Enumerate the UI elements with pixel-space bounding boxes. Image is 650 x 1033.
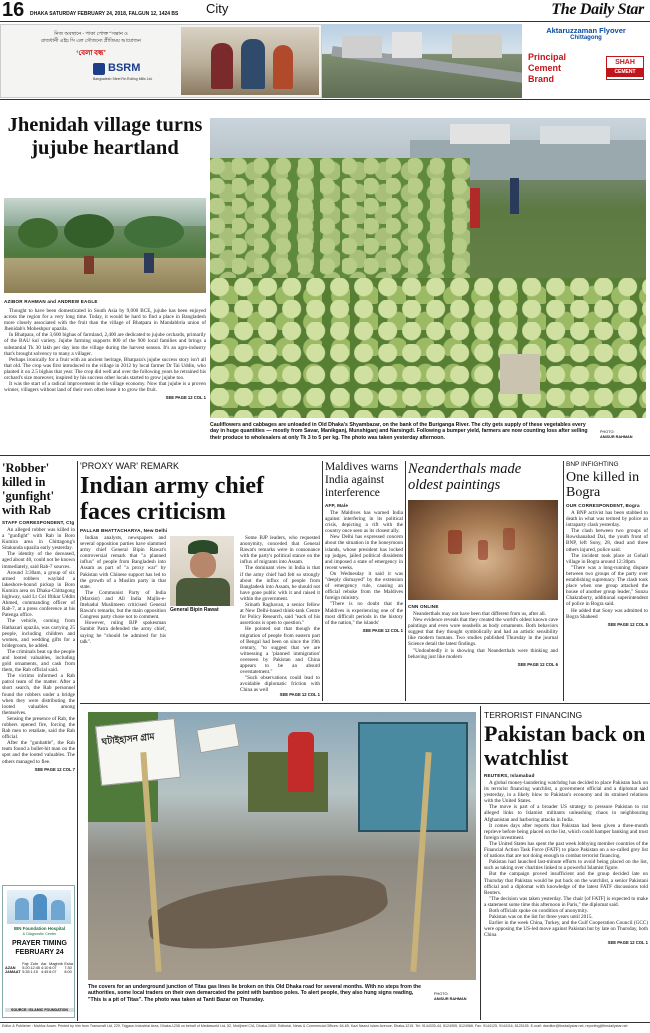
prayer-header: Zohr (30, 962, 39, 966)
prayer-cell: 7:30 (64, 966, 72, 970)
maldives-byline: AFP, Male (325, 503, 349, 508)
neanderthal-body (408, 611, 558, 660)
bogra-byline: OUR CORRESPONDENT, Bogra (566, 503, 640, 508)
prayer-header: Asr (40, 962, 47, 966)
jujube-para: Perhaps ironically for a fruit with an ancient heritage, Bhatpara's jujube success story isn't all that old. The crop was first introduced to the village in 2012 by local farmer Dr Tai Uddin, who planted it on 2.5 bighas that year. The crop did well and over the following years he retrained his orchard's size moreover, inspired by his success other locals started to grow jujube too. (4, 356, 206, 382)
prayer-cell: 12:45 (30, 966, 40, 970)
neanderthal-para: Neanderthals may not have been that different from us, after all. (413, 611, 546, 617)
jujube-body (4, 308, 206, 393)
cauliflower-caption: Cauliflowers and cabbages are unloaded in Old Dhaka's Shyambazar, on the bank of the Buriganga River. The city gets supply of these vegetables every day in huge quantities — mostly from Savar, Manikganj, Munshiganj and Narsingdi. Following a bumper yield, farmers are now counting loss after selling their produce to wholesalers at only Tk 3 to 5 per kg. The photo was taken yesterday afternoon. (210, 422, 588, 441)
pakistan-para: Earlier in the week China, Turkey, and the Gulf Cooperation Council (GCC) were opposing the US-led move against Pakistan but by late on Thursday, both China (484, 920, 648, 939)
rab-jump[interactable]: SEE PAGE 12 COL 7 (34, 766, 75, 772)
section-name: City (206, 1, 229, 16)
pakistan-byline: REUTERS, Islamabad (484, 773, 535, 778)
pakistan-para: But the campaign proved insufficient and the group decided late on Thursday that Pakistan would be put back on the watchlist, a senior Pakistani official and a diplomat with knowledge of the latest FATF discussions told Reuters. (484, 871, 648, 896)
army-body-col2 (240, 535, 320, 694)
neanderthal-jump[interactable]: SEE PAGE 12 COL 6 (517, 661, 558, 667)
army-para: Some BJP leaders, who requested anonymity, conceded that General Rawat's remarks were in consonance with the party's political stance on the influx of migrants into Assam. (240, 535, 320, 566)
army-headline: Indian army chief faces criticism (80, 473, 265, 525)
titas-credit (434, 992, 478, 1001)
shah-cement-ad[interactable] (522, 24, 650, 98)
jujube-para: Thought to have been domesticated in South Asia by 9,000 BCE, jujube has been enjoyed across the region for a very long time. Today, it would be hard to find a place in Bangladesh more closely associated with the fruit than the village of Bhatpara in Mandabbria union of Jhenidah's Moheshpur upazila. (4, 308, 206, 333)
bogra-kicker: BNP INFIGHTING (566, 461, 619, 468)
dateline: DHAKA SATURDAY FEBRUARY 24, 2018, FALGUN 12, 1424 BS (30, 11, 179, 17)
shah-title: Aktaruzzaman Flyover (546, 26, 626, 35)
army-photo-caption: General Bipin Rawat (170, 607, 219, 613)
jujube-photo (4, 198, 206, 293)
army-para: He pointed out that though the migration of people from eastern part of Bengal had been on since the 19th century, "to suggest that we are witnessing a 'planned immigration' overseen by Pakistan and China appears to be an absurd overstatement." (240, 626, 320, 676)
bsrm-ad-photo (181, 27, 319, 95)
pakistan-headline: Pakistan back on watchlist (484, 721, 646, 770)
pakistan-para: Pakistan was on the list for three years until 2015. (489, 914, 593, 921)
prayer-timing-box (2, 885, 75, 1018)
bogra-jump[interactable]: SEE PAGE 12 COL 5 (607, 621, 648, 627)
army-jump[interactable]: SEE PAGE 12 COL 1 (279, 692, 320, 697)
bogra-para: The incident took place at Gohail village in Bogra around 12:30pm. (566, 552, 648, 565)
shah-line2: Cement (528, 63, 562, 73)
army-para: However, ruling BJP spokesman Sambit Patra defended the army chief, saying he "should be admired for his talk". (80, 620, 166, 645)
pakistan-para: Both officials spoke on condition of anonymity. (489, 907, 589, 914)
pakistan-para: Pakistan had launched last-minute efforts to avoid being placed on the list, such as taking over charities linked to a powerful Islamist figure. (484, 859, 648, 872)
hospital-sub: & Diagnostic Center (22, 932, 57, 936)
bsrm-tagline-3: ‘বেলা বন্ধ’ (76, 49, 106, 57)
credit-label: PHOTO: (600, 430, 615, 434)
rab-para: The victims informed a Rab patrol team of the matter. After a short search, the Rab personnel found the robbers under a bridge when they were distributing the looted valuables among themselves. (2, 673, 75, 716)
bogra-para: "There was a long-running dispute between two groups of the party over establishing supremacy. The clash took place when one group attacked the house of another group leader," Sunzu Chakraborty, additional superintendent of police in Bogra said. (566, 564, 648, 608)
prayer-header: Fajr (22, 962, 29, 966)
army-para: The dominant view in India is that if the army chief had felt so strongly about the influx of people from Bangladesh into Assam, he should not have gone public with it and raised it within the government. (240, 565, 320, 602)
bogra-para: He added that Sony was admitted to Bogra Shaheed (566, 607, 648, 620)
pakistan-para: The move is part of a broader US strategy to pressure Pakistan to cut alleged links to Islamist militants unleashing chaos in neighbouring Afghanistan and harboring attacks in India. (484, 804, 648, 823)
prayer-cell: JAMAAT (5, 970, 21, 974)
pakistan-body (484, 780, 648, 938)
bsrm-logo-icon (93, 63, 105, 75)
prayer-table (5, 962, 74, 974)
hospital-ad-graphic (7, 890, 71, 924)
prayer-cell: 1:15 (30, 970, 38, 974)
titas-pit-photo (88, 712, 476, 980)
rab-para: The vehicle, coming from Hathazari upazila, was carrying 25 people, including children and women, and wedding gifts for a bridegroom, he added. (2, 618, 75, 649)
maldives-para: On Wednesday it said it was "deeply dismayed" by the extension of emergency rule, causing an official rebuke from the Maldives foreign ministry. (325, 570, 403, 602)
shah-line1: Principal (528, 52, 567, 62)
prayer-date: FEBRUARY 24 (15, 949, 64, 956)
bogra-para: The clash between two groups of Rowshanabad Dal, the youth front of BNP, left Sony, 28, dead and three others injured, police said. (566, 528, 648, 553)
army-para: The Communist Party of India (Marxist) and All India Majlis-e-Ittehadul Muslimeen criticised General Rawat's remarks, but the main opposition Congress party chose not to comment. (80, 589, 166, 621)
titas-sign (95, 718, 181, 786)
neanderthal-headline: Neanderthals made oldest paintings (408, 461, 522, 493)
prayer-cell: 4:10 (40, 966, 49, 970)
cauliflower-photo (210, 118, 646, 418)
shah-logo-top: SHAH (615, 59, 635, 66)
prayer-cell: 8:00 (64, 970, 72, 974)
credit-name: ANISUR RAHMAN (600, 434, 633, 439)
rab-para: The identity of the deceased, aged about 40, could not be known immediately, said Rab-7 sources. (2, 551, 75, 570)
shah-subtitle: Chittagong (570, 35, 602, 41)
prayer-cell: 4:45 (40, 970, 49, 974)
bsrm-tagline-2: রাজধানী এইচ সি এল সৌজন্যে প্রীতিময় আয়োজন (41, 39, 141, 44)
rab-para: An alleged robber was killed in a "gunfight" with Rab in Boro Kumira area in Chittagong's Sitakunda upazila early yesterday. (2, 527, 75, 552)
bogra-body (566, 510, 648, 620)
pakistan-para: "The decision was taken yesterday. The chair [of FATF] is expected to make a statement some time this afternoon in Paris," the diplomat said. (484, 895, 648, 908)
cave-painting-photo (408, 500, 558, 600)
rab-para: Around 3:30am, a group of six armed robbers waylaid a lakeshore-bound pickup in Boro Kumira area on Dhaka-Chittagong highway, said Lt Col Iftikar Uddin Ahmed, commanding officer of Rab-7, at a press conference at his Patenga office. (2, 569, 75, 619)
pakistan-para: It comes days after reports that Pakistan had been given a three-month reprieve before being placed on the list, which could hamper banking and trust foreign investment. (484, 822, 648, 841)
pakistan-jump[interactable]: SEE PAGE 12 COL 1 (607, 940, 648, 946)
rab-para: Sensing the presence of Rab, the robbers opened fire, forcing the Rab men to retaliate, said the Rab official. (2, 715, 75, 741)
footer-imprint: Editor & Publisher : Mahfuz Anam. Printed by him from Transcraft Ltd, 229, Tejgaon Industrial Area, Dhaka-1208 on behalf of Mediaworld Ltd, 52, Motijheel C/A, Dhaka-1000. Editorial, News & Commercial Offices: 64-65, Kazi Nazrul Islam Avenue, Dhaka-1215. Tel: 9144330-44, 8124955, 8124966. Fax: 9144125, 9144116, 8125155. E-mail: dseditor@thedailystar.net, reporting@thedailystar.net (2, 1024, 628, 1028)
maldives-para: "There is no doubt that the Maldives is experiencing one of the most difficult periods in the history of the nation," the islands' (325, 601, 403, 626)
titas-sign-text: ঘটাইহাসন গ্রাম (101, 731, 155, 747)
rab-para: After the "gunbattle", the Rab team found a bullet-hit man on the spot and the looted valuables. The others managed to flee. (2, 740, 75, 765)
bsrm-ad[interactable] (0, 24, 322, 98)
army-byline: PALLAB BHATTACHARYA, New Delhi (80, 528, 168, 533)
maldives-para: The Maldives has warned India against interfering in its political crisis, depicting a rift with the country once seen as its closest ally. (325, 510, 403, 535)
prayer-title: PRAYER TIMING (12, 940, 67, 947)
army-kicker: 'PROXY WAR' REMARK (80, 461, 179, 471)
page-number: 16 (2, 0, 25, 21)
jujube-para: It was the start of a radical improvement in the village economy. Now that jujube is a proven winner, villagers without land of their own often lease it to grow the fruit. (4, 381, 206, 394)
rab-body (2, 527, 75, 765)
prayer-cell: 5:35 (22, 970, 30, 974)
paper-logo: The Daily Star (551, 1, 644, 18)
bogra-headline: One killed in Bogra (566, 470, 640, 500)
neanderthal-byline: CNN ONLINE (408, 604, 439, 609)
neanderthal-para: "Undoubtedly it is showing that Neanderthals were thinking and behaving just like modern (408, 647, 558, 660)
army-body-col1 (80, 535, 166, 695)
prayer-cell: 6:07 (49, 970, 57, 974)
jujube-para: In Bhatpara, of the 3,600 bighas of farmland, 2,400 are dedicated to jujube orchards, primarily of the BAU kul variety. Jujube farming supports 800 of the 900 local families and brings a substantial Tk 30 lakh per day into the village during the harvest season. It's an agro-industry that's brought solvency to many a villager. (4, 332, 206, 357)
rab-headline: 'Robber' killed in 'gunfight' with Rab (2, 461, 55, 517)
shah-logo (606, 56, 644, 80)
jujube-headline: Jhenidah village turns jujube heartland (7, 114, 203, 159)
titas-caption: The covers for an underground junction of Titas gas lines lie broken on this Old Dhaka road for several months. With no steps from the authorities, some local traders on their own demarcated the point with bamboo poles. To alert people, they also hung signs reading, "This is a pit of Titas". The photo was taken at Tanti Bazar on Thursday. (88, 984, 422, 1003)
prayer-header: Esha (64, 962, 74, 966)
cauliflower-credit (600, 430, 646, 439)
army-para: "Such observations could lead to avoidable diplomatic friction with China as well (240, 675, 320, 694)
maldives-headline: Maldives warns India against interference (325, 461, 399, 499)
pakistan-para: A global money-laundering watchdog has decided to place Pakistan back on its terrorist financing watchlist, a government official and a diplomat said yesterday, in a likely blow to Pakistan's economy and its strained relations with the United States. (484, 780, 648, 805)
rab-para: The criminals beat up the people and looted valuables, including gold ornaments, and cash from them, the Rab official said. (2, 648, 75, 674)
credit-name: ANISUR RAHMAN (434, 996, 467, 1001)
army-para: Indian analysts, newspapers and several opposition parties have slammed army chief General Bipin Rawat's controversial remark that "a planned influx" of people from Bangladesh into Assam as part of "a proxy war" by Pakistan with Chinese support has led to the growth of a Muslim party in that state. (80, 535, 166, 590)
bsrm-tagline-1: নিজ অবস্থানে - পাকা পোক্ত “সন্তান ও (54, 32, 128, 37)
prayer-header: Maghrib (49, 962, 63, 966)
army-para: Srinath Raghavan, a senior fellow at New Delhi-based think-tank Centre for Policy Research, said "each of his assertions is open to question." (240, 602, 320, 627)
prayer-source: SOURCE: ISLAMIC FOUNDATION (5, 1008, 74, 1012)
masthead (0, 0, 650, 22)
army-chief-photo (170, 536, 234, 606)
shah-logo-bottom: CEMENT (607, 68, 643, 77)
jujube-byline: AZIBOR RAHMAN and ANDREW EAGLE (4, 299, 98, 304)
hospital-name: IBN Foundation Hospital (13, 926, 66, 931)
bsrm-brand: BSRM (108, 62, 141, 74)
maldives-body (325, 510, 403, 626)
credit-label: PHOTO: (434, 992, 449, 996)
shah-line3: Brand (528, 74, 555, 84)
maldives-para: New Delhi has expressed concern about the situation in the honeymoon islands, whose president has locked up judges, jailed political dissidents and imposed a state of emergency in recent weeks. (325, 534, 403, 571)
rab-byline: STAFF CORRESPONDENT, Ctg (2, 520, 75, 525)
bogra-para: A BNP activist has been stabbed to death in what was termed by police an intraparty clash yesterday. (566, 510, 648, 529)
neanderthal-para: New evidence reveals that they created the world's oldest known cave paintings and even wore seashells as body ornaments. Both behaviors suggest that they thought symbolically and had an artistic sensibility like modern humans. Two studies published Thursday in the journal Science detail the latest findings. (408, 617, 558, 648)
jujube-jump[interactable]: SEE PAGE 12 COL 1 (165, 395, 206, 401)
pakistan-kicker: TERRORIST FINANCING (484, 710, 583, 720)
prayer-cell: AZAN (5, 966, 16, 970)
pakistan-para: The United States has spent the past week lobbying member countries of the Financial Action Task Force (FATF) to place Pakistan on a so-called grey list of nations that are not doing enough to combat terrorist financing. (484, 840, 648, 860)
prayer-cell: 6:07 (49, 966, 57, 970)
bsrm-brand-sub: Bangladesh Steel Re-Rolling Mills Ltd. (93, 77, 153, 81)
prayer-cell: 5:20 (22, 966, 30, 970)
flyover-ad-photo[interactable] (322, 24, 522, 98)
maldives-jump[interactable]: SEE PAGE 12 COL 1 (362, 627, 403, 633)
